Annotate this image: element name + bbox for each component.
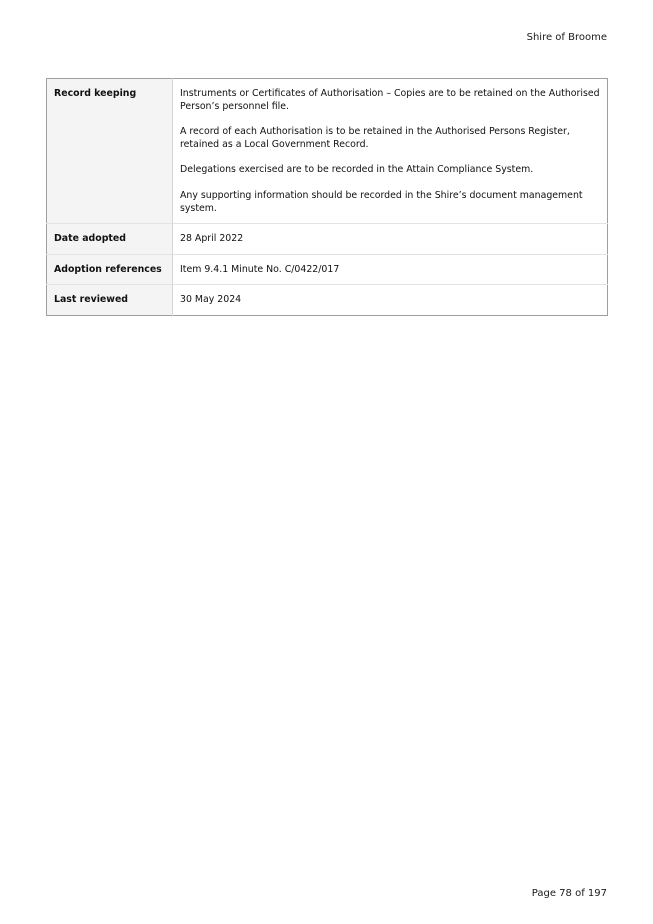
record-keeping-paragraph: Instruments or Certificates of Authorisation – Copies are to be retained on the Authorised Person’s personnel file.: [180, 88, 600, 112]
last-reviewed-value: 30 May 2024: [180, 294, 242, 306]
row-value-last-reviewed: [173, 285, 608, 316]
row-label-record-keeping: Record keeping: [47, 79, 173, 224]
row-label-adoption-references: Adoption references: [47, 254, 173, 285]
row-value-adoption-references: [173, 254, 608, 285]
record-keeping-paragraph: A record of each Authorisation is to be retained in the Authorised Persons Register, retained as a Local Government Record.: [180, 126, 570, 150]
date-adopted-value: 28 April 2022: [180, 233, 244, 245]
table-row-date-adopted: [47, 224, 608, 255]
table-row-adoption-references: [47, 254, 608, 285]
row-label-date-adopted: Date adopted: [47, 224, 173, 255]
adoption-references-value: Item 9.4.1 Minute No. C/0422/017: [180, 263, 340, 275]
record-keeping-paragraph: Any supporting information should be recorded in the Shire’s document management system.: [180, 189, 583, 214]
row-value-record-keeping: [173, 79, 608, 224]
table-row-last-reviewed: [47, 285, 608, 316]
row-label-last-reviewed: Last reviewed: [47, 285, 173, 316]
table-row-record-keeping: [47, 79, 608, 224]
header-organisation-name: Shire of Broome: [526, 32, 607, 43]
record-details-table: [46, 78, 608, 316]
page-number: Page 78 of 197: [531, 888, 607, 899]
record-keeping-paragraph: Delegations exercised are to be recorded in the Attain Compliance System.: [180, 164, 534, 176]
row-value-date-adopted: [173, 224, 608, 255]
